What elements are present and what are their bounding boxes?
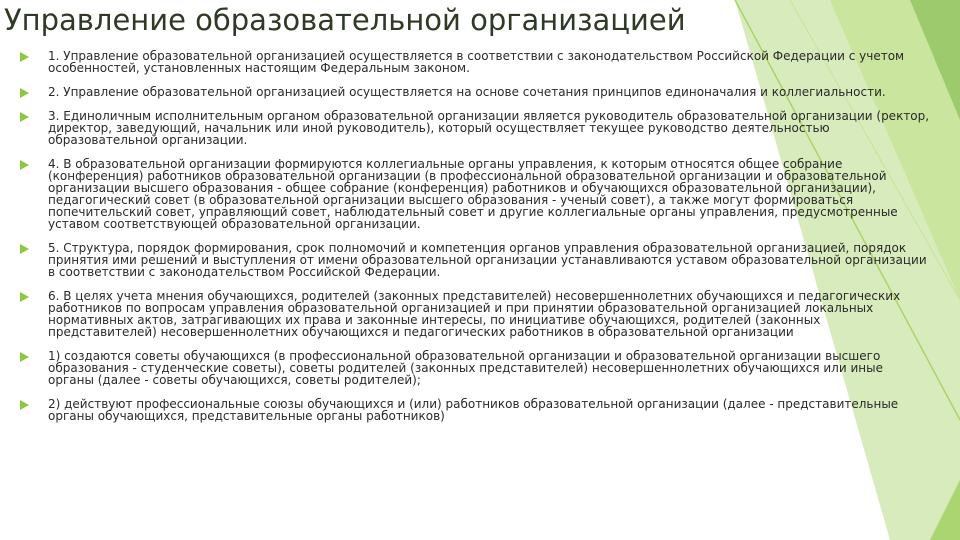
triangle-bullet-icon xyxy=(20,400,29,410)
list-item xyxy=(20,350,930,386)
list-item xyxy=(20,290,930,338)
list-item-text: 2. Управление образовательной организацией осуществляется на основе сочетания принципов единоначалия и коллегиальности. xyxy=(48,85,886,99)
list-item xyxy=(20,242,930,278)
list-item-text: 4. В образовательной организации формируются коллегиальные органы управления, к которым относятся общее собрание (конференция) работников образовательной организации (в профессиональной образовательной организации и образовательной организации высшего образования - общее собрание (конференция) работников и обучающихся образовательной организации), педагогический совет (в образовательной организации высшего образования - ученый совет), а также могут формироваться попечительский совет, управляющий совет, наблюдательный совет и другие коллегиальные органы управления, предусмотренные уставом соответствующей образовательной организации. xyxy=(48,157,898,231)
triangle-bullet-icon xyxy=(20,112,29,122)
list-item-text: 5. Структура, порядок формирования, срок полномочий и компетенция органов управления образовательной организацией, порядок принятия ими решений и выступления от имени образовательной организации устанавливаются уставом образовательной организации в соответствии с законодательством Российской Федерации. xyxy=(48,241,927,279)
triangle-bullet-icon xyxy=(20,88,29,98)
triangle-bullet-icon xyxy=(20,244,29,254)
list-item-text: 1. Управление образовательной организацией осуществляется в соответствии с законодательством Российской Федерации с учетом особенностей, установленных настоящим Федеральным законом. xyxy=(48,49,905,75)
list-item xyxy=(20,398,930,422)
list-item-text: 6. В целях учета мнения обучающихся, родителей (законных представителей) несовершеннолетних обучающихся и педагогических работников по вопросам управления образовательной организацией и при принятии образовательной организацией локальных нормативных актов, затрагивающих их права и законные интересы, по инициативе обучающихся, родителей (законных представителей) несовершеннолетних обучающихся и педагогических работников в образовательной организации xyxy=(48,289,901,339)
triangle-bullet-icon xyxy=(20,52,29,62)
triangle-bullet-icon xyxy=(20,352,29,362)
list-item-text: 2) действуют профессиональные союзы обучающихся и (или) работников образовательной организации (далее - представительные органы обучающихся, представительные органы работников) xyxy=(48,397,899,423)
list-item-text: 1) создаются советы обучающихся (в профессиональной образовательной организации и образовательной организации высшего образования - студенческие советы), советы родителей (законных представителей) несовершеннолетних обучающихся или иные органы (далее - советы обучающихся, советы родителей); xyxy=(48,349,883,387)
list-item xyxy=(20,50,930,74)
list-item xyxy=(20,110,930,146)
bullet-list xyxy=(20,50,930,434)
triangle-bullet-icon xyxy=(20,292,29,302)
list-item-text: 3. Единоличным исполнительным органом образовательной организации является руководитель образовательной организации (ректор, директор, заведующий, начальник или иной руководитель), который осуществляет текущее руководство деятельностью образовательной организации. xyxy=(48,109,930,147)
list-item xyxy=(20,86,930,98)
list-item xyxy=(20,158,930,230)
slide-title: Управление образовательной организацией xyxy=(4,3,686,37)
triangle-bullet-icon xyxy=(20,160,29,170)
